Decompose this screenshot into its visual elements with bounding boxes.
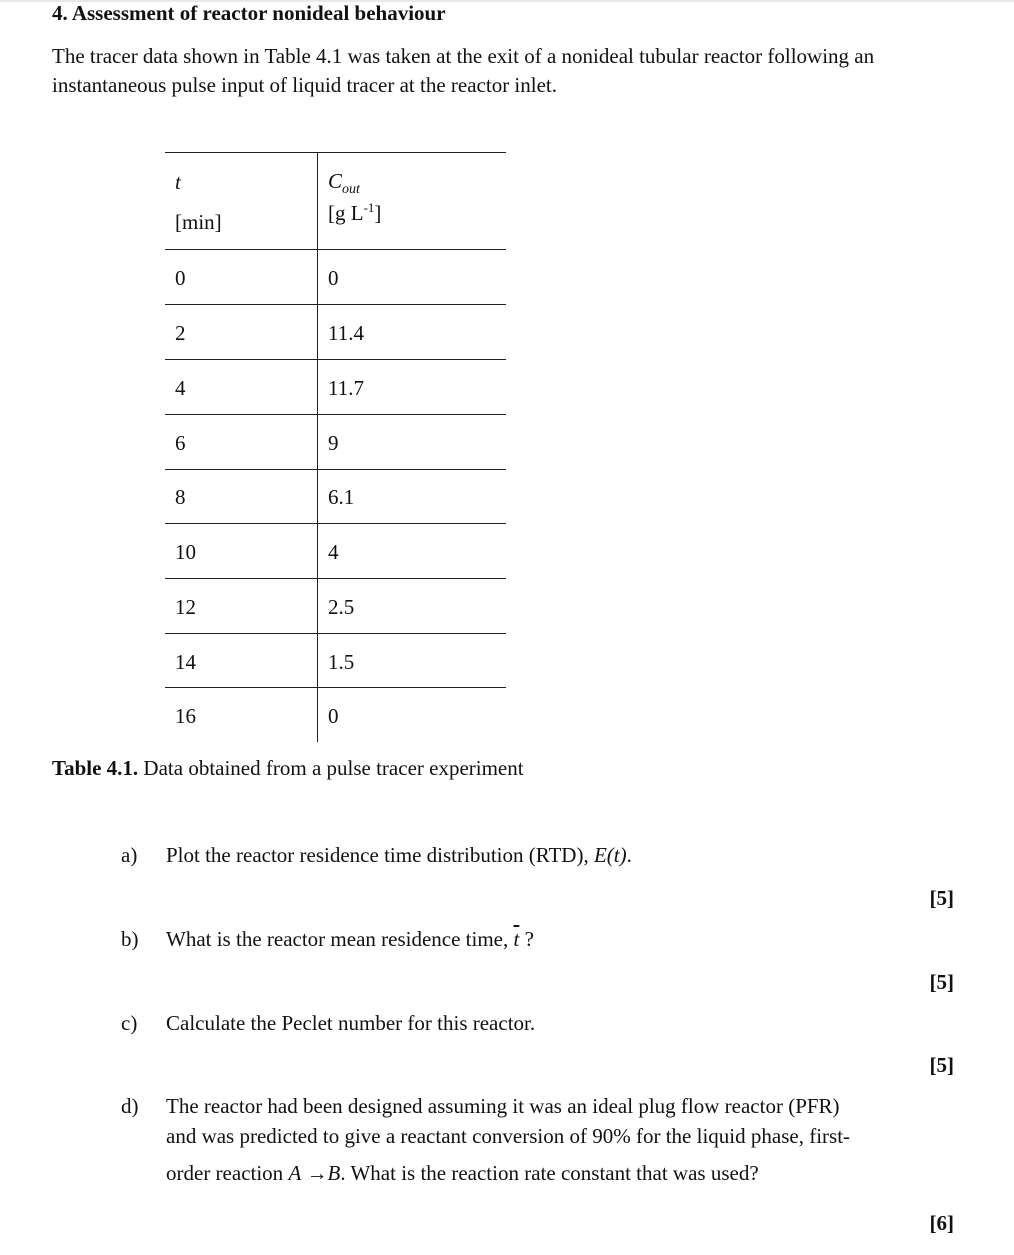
question-text: Plot the reactor residence time distribution (RTD), E(t). bbox=[166, 843, 632, 867]
table-cell-t: 16 bbox=[175, 704, 196, 728]
col2-header-unit: [g $L^{-1}$] bbox=[328, 200, 382, 225]
table-cell-cout: 11.4 bbox=[328, 321, 364, 345]
table-cell-t: 14 bbox=[175, 650, 196, 674]
table-cell-t: 2 bbox=[175, 321, 186, 345]
table-rule bbox=[165, 687, 506, 688]
question-text-line3: order reaction A →B. What is the reaction rate constant that was used? bbox=[166, 1161, 759, 1185]
question-marks: [5] bbox=[929, 970, 954, 994]
table-rule bbox=[165, 523, 506, 524]
col1-header-symbol: t bbox=[175, 170, 181, 194]
question-marks: [5] bbox=[929, 886, 954, 910]
table-rule bbox=[165, 249, 506, 250]
table-cell-t: 6 bbox=[175, 431, 186, 455]
table-rule bbox=[165, 152, 506, 153]
question-text: What is the reactor mean residence time, $\overline{t}$ ? bbox=[166, 927, 534, 951]
question-text-line2: and was predicted to give a reactant conversion of 90% for the liquid phase, first- bbox=[166, 1124, 851, 1148]
question-label: b) bbox=[121, 927, 139, 951]
col2-header-symbol: $C_{out}$ bbox=[328, 169, 360, 198]
table-rule bbox=[165, 414, 506, 415]
question-label: a) bbox=[121, 843, 138, 867]
table-caption: Table 4.1. Data obtained from a pulse tracer experiment bbox=[52, 756, 524, 780]
table-cell-cout: 4 bbox=[328, 540, 339, 564]
table-cell-cout: 0 bbox=[328, 266, 339, 290]
table-cell-t: 8 bbox=[175, 485, 186, 509]
question-label: c) bbox=[121, 1011, 138, 1035]
table-cell-cout: 11.7 bbox=[328, 376, 364, 400]
table-cell-t: 0 bbox=[175, 266, 186, 290]
table-rule bbox=[165, 304, 506, 305]
col1-header-unit: [min] bbox=[175, 210, 222, 234]
question-text: Calculate the Peclet number for this reactor. bbox=[166, 1011, 536, 1035]
table-cell-t: 4 bbox=[175, 376, 186, 400]
table-cell-t: 12 bbox=[175, 595, 196, 619]
table-cell-cout: 2.5 bbox=[328, 595, 355, 619]
question-label: d) bbox=[121, 1094, 139, 1118]
table-cell-cout: 0 bbox=[328, 704, 339, 728]
table-rule bbox=[165, 359, 506, 360]
table-rule bbox=[165, 633, 506, 634]
table-cell-cout: 6.1 bbox=[328, 485, 355, 509]
table-cell-cout: 1.5 bbox=[328, 650, 355, 674]
intro-paragraph: The tracer data shown in Table 4.1 was taken at the exit of a nonideal tubular reactor following an instantaneous pulse input of liquid tracer at the reactor inlet. bbox=[52, 44, 875, 97]
question-text-line1: The reactor had been designed assuming it was an ideal plug flow reactor (PFR) bbox=[166, 1094, 840, 1118]
table-rule bbox=[165, 469, 506, 470]
section-heading: 4. Assessment of reactor nonideal behaviour bbox=[52, 1, 446, 25]
question-marks: [6] bbox=[929, 1211, 954, 1235]
table-rule bbox=[165, 578, 506, 579]
table-cell-t: 10 bbox=[175, 540, 196, 564]
tracer-data-table bbox=[165, 152, 506, 742]
table-column-divider bbox=[317, 152, 318, 742]
table-cell-cout: 9 bbox=[328, 431, 339, 455]
question-marks: [5] bbox=[929, 1053, 954, 1077]
